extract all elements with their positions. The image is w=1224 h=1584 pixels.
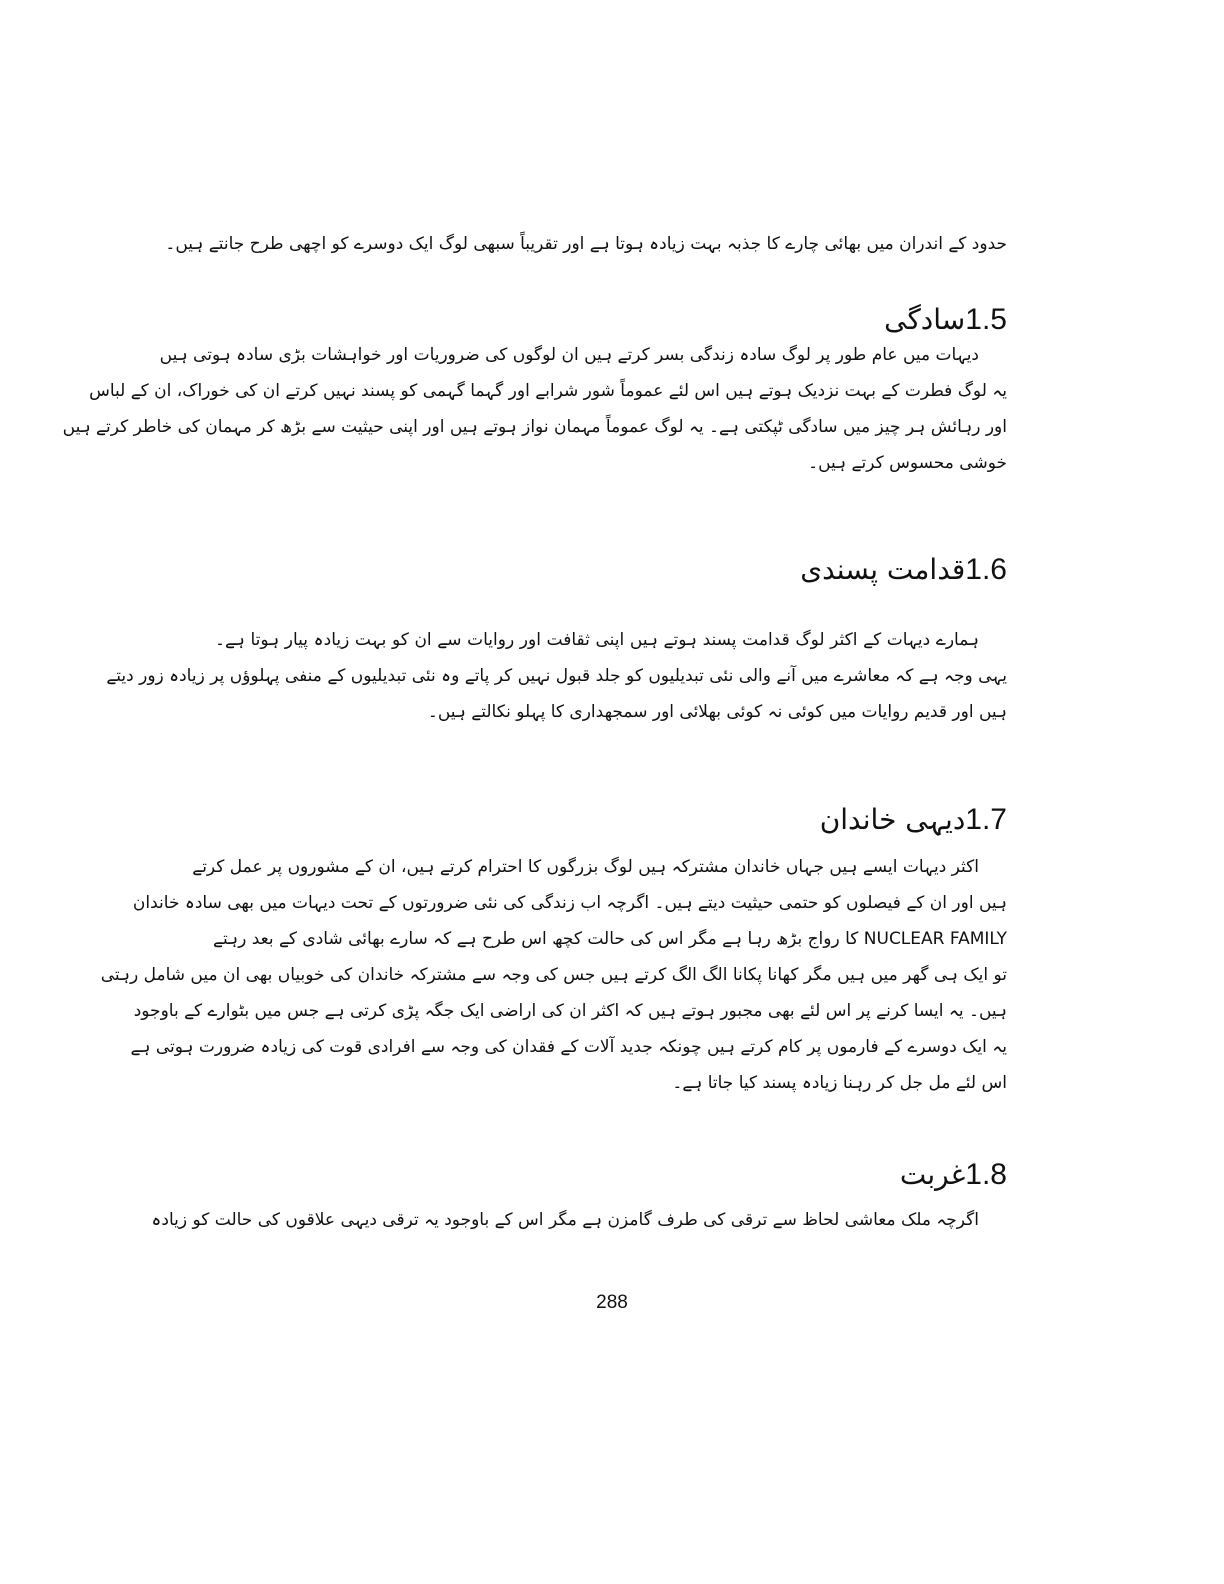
paragraph-line: ہیں۔ یہ ایسا کرنے پر اس لئے بھی مجبور ہوتے ہیں کہ اکثر ان کی اراضی ایک جگہ پڑی کرتی ہے جس میں بٹوارے کے باوجود: [133, 1001, 1007, 1021]
paragraph-line: اس لئے مل جل کر رہنا زیادہ پسند کیا جاتا ہے۔: [672, 1073, 1007, 1093]
paragraph-line: تو ایک ہی گھر میں ہیں مگر کھانا پکانا الگ الگ کرتے ہیں جس کی وجہ سے مشترکہ خاندان کی خوبیاں بھی ان میں شامل رہتی: [100, 965, 1007, 985]
paragraph-line: یہ ایک دوسرے کے فارموں پر کام کرتے ہیں چونکہ جدید آلات کے فقدان کی وجہ سے افرادی قوت کی زیادہ ضرورت ہوتی ہے: [130, 1037, 1007, 1057]
paragraph-line: NUCLEAR FAMILY کا رواج بڑھ رہا ہے مگر اس کی حالت کچھ اس طرح ہے کہ سارے بھائی شادی کے بعد رہتے: [213, 929, 1007, 949]
section-title: قدامت پسندی: [800, 553, 966, 586]
paragraph-line: یہ لوگ فطرت کے بہت نزدیک ہوتے ہیں اس لئے عموماً شور شرابے اور گہما گہمی کو پسند نہیں کرتے ان کی خوراک، ان کے لباس: [89, 381, 1007, 401]
paragraph-line: ہمارے دیہات کے اکثر لوگ قدامت پسند ہوتے ہیں اپنی ثقافت اور روایات سے ان کو بہت زیادہ پیار ہوتا ہے۔: [215, 630, 979, 650]
page-number: 288: [596, 1292, 628, 1313]
section-number: 1.6: [965, 553, 1007, 586]
section-title: غربت: [899, 1158, 966, 1191]
section-number: 1.7: [965, 803, 1007, 836]
paragraph-line: اگرچہ ملک معاشی لحاظ سے ترقی کی طرف گامزن ہے مگر اس کے باوجود یہ ترقی دیہی علاقوں کی حالت کو زیادہ: [151, 1210, 979, 1230]
section-heading-1-8: [900, 1155, 1007, 1195]
section-heading-1-5: [884, 300, 1007, 340]
section-number: 1.5: [965, 303, 1007, 336]
intro-line: حدود کے اندران میں بھائی چارے کا جذبہ بہت زیادہ ہوتا ہے اور تقریباً سبھی لوگ ایک دوسرے کو اچھی طرح جانتے ہیں۔: [165, 234, 1007, 254]
paragraph-line: یہی وجہ ہے کہ معاشرے میں آنے والی نئی تبدیلیوں کو جلد قبول نہیں کر پاتے وہ نئی تبدیلیوں کے منفی پہلوؤں پر زیادہ زور دیتے: [106, 666, 1007, 686]
paragraph-line: ہیں اور قدیم روایات میں کوئی نہ کوئی بھلائی اور سمجھداری کا پہلو نکالتے ہیں۔: [427, 702, 1007, 722]
paragraph-line: دیہات میں عام طور پر لوگ سادہ زندگی بسر کرتے ہیں ان لوگوں کی ضروریات اور خواہشات بڑی سادہ ہوتی ہیں: [159, 345, 979, 365]
paragraph-line: اور رہائش ہر چیز میں سادگی ٹپکتی ہے۔ یہ لوگ عموماً مہمان نواز ہوتے ہیں اور اپنی حیثیت سے بڑھ کر مہمان کی خاطر کرتے ہیں: [62, 417, 1007, 437]
paragraph-line: خوشی محسوس کرتے ہیں۔: [808, 453, 1007, 473]
section-number: 1.8: [965, 1158, 1007, 1191]
section-title: دیہی خاندان: [819, 803, 966, 836]
section-heading-1-6: [800, 550, 1007, 590]
section-title: سادگی: [884, 303, 966, 336]
paragraph-line: ہیں اور ان کے فیصلوں کو حتمی حیثیت دیتے ہیں۔ اگرچہ اب زندگی کی نئی ضرورتوں کے تحت دیہات میں بھی سادہ خاندان: [132, 893, 1007, 913]
section-heading-1-7: [820, 800, 1007, 840]
paragraph-line: اکثر دیہات ایسے ہیں جہاں خاندان مشترکہ ہیں لوگ بزرگوں کا احترام کرتے ہیں، ان کے مشوروں پر عمل کرتے: [192, 857, 979, 877]
